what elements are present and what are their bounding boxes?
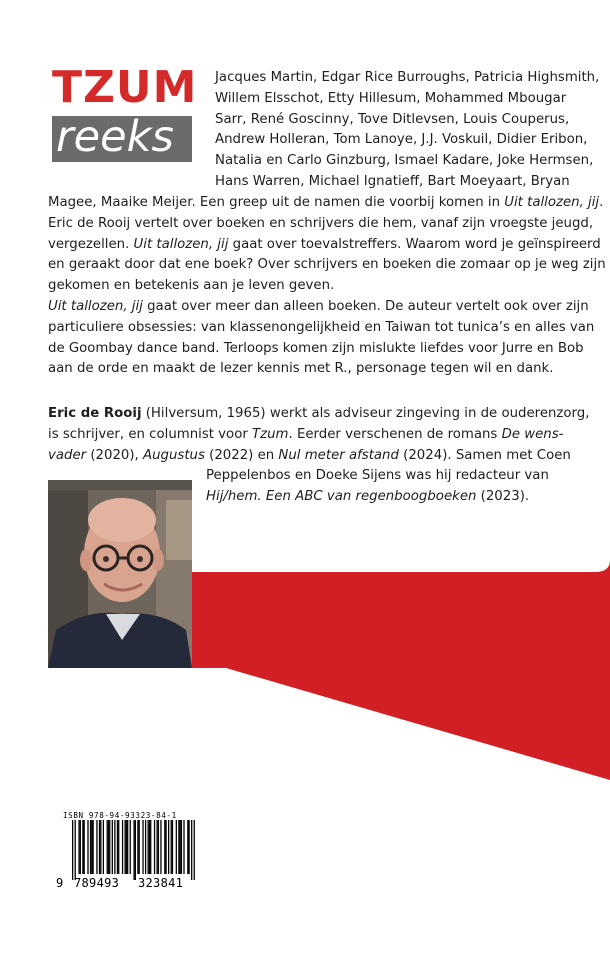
barcode-digits-left: 789493 [74,876,120,890]
blurb-line: aan de orde en maakt de lezer kennis met R., personage tegen wil en dank. [48,361,554,377]
blurb-line: Willem Elsschot, Etty Hillesum, Mohammed Mbougar [215,90,567,106]
barcode-bar [183,820,184,874]
barcode-bar [171,820,172,874]
bio-line: is schrijver, en columnist voor Tzum. Eerder verschenen de romans De wens- [48,426,564,442]
bio-line: Peppelenbos en Doeke Sijens was hij redacteur van [206,468,549,483]
barcode-bar [78,820,79,874]
barcode-bar [99,820,100,874]
series-logo-reeks-box [52,112,192,162]
barcode-bar [114,820,115,874]
barcode-bar [150,820,151,874]
blurb-top [215,68,600,193]
barcode-bar [172,820,173,874]
barcode-digit-prefix: 9 [56,876,64,890]
barcode-bar [117,820,118,874]
blurb-line: Magee, Maaike Meijer. Een greep uit de namen die voorbij komen in Uit tallozen, jij. [48,195,604,210]
bio-line: Hij/hem. Een ABC van regenboogboeken (2023). [206,488,530,504]
barcode-bar [127,820,128,874]
barcode-bar [103,820,104,874]
blurb-line: Sarr, René Goscinny, Tove Ditlevsen, Louis Couperus, [215,111,570,127]
barcode-bar [96,820,97,874]
barcode-bar [194,820,195,880]
barcode-bar [191,820,192,880]
author-bio-continued [206,466,566,508]
barcode-bar [165,820,166,874]
blurb-line: gekomen en betekenis aan je leven geven. [48,278,335,294]
bio-line: vader (2020), Augustus (2022) en Nul meter afstand (2024). Samen met Coen [48,447,571,463]
barcode-bar [133,820,134,880]
barcode-bar [135,820,136,880]
barcode-bar [80,820,81,874]
series-logo-tzum: TZUM [52,62,198,113]
barcode-bar [188,820,189,874]
barcode-bar [180,820,181,874]
barcode-bar [181,820,182,874]
author-photo [48,480,192,668]
isbn-label: ISBN 978-94-93323-84-1 [63,811,177,820]
barcode-bar [137,820,138,874]
barcode-bar [100,820,101,874]
barcode-bar [72,820,73,880]
barcode-bar [139,820,140,874]
barcode-bars [56,820,198,880]
bio-line: Eric de Rooij (Hilversum, 1965) werkt als adviseur zingeving in de ouderenzorg, [48,406,590,421]
barcode-bar [82,820,83,874]
barcode-bar [156,820,157,874]
blurb-line: Andrew Holleran, Tom Lanoye, J.J. Voskuil, Didier Eribon, [215,132,588,148]
barcode-bar [164,820,165,874]
barcode-bar [91,820,92,874]
barcode-bar [158,820,159,874]
blurb-line: Jacques Martin, Edgar Rice Burroughs, Patricia Highsmith, [215,70,600,85]
barcode-bar [87,820,88,874]
barcode-bar [107,820,108,874]
blurb-line: vergezellen. Uit tallozen, jij gaat over toevalstreffers. Waarom word je geïnspireerd [48,236,601,252]
barcode-bar [148,820,149,874]
barcode-bar [187,820,188,874]
barcode-bar [112,820,113,874]
barcode-bar [176,820,177,874]
barcode-digits-right: 323841 [138,876,184,890]
barcode-bar [84,820,85,874]
barcode-bar [149,820,150,874]
barcode-bar [118,820,119,874]
series-logo-reeks: reeks [56,112,174,162]
blurb-line: en geraakt door dat ene boek? Over schrijvers en boeken die zomaar op je weg zijn [48,257,606,273]
barcode-bar [142,820,143,874]
barcode-bar [108,820,109,874]
barcode-bar [145,820,146,874]
barcode-bar [154,820,155,874]
blurb-line: Hans Warren, Michael Ignatieff, Bart Moeyaart, Bryan [215,173,570,189]
blurb-line: de Goombay dance band. Terloops komen zijn mislukte liefdes voor Jurre en Bob [48,340,584,356]
barcode-bar [75,820,76,880]
blurb-line: Natalia en Carlo Ginzburg, Ismael Kadare, Joke Hermsen, [215,153,594,169]
barcode-bar [178,820,179,874]
blurb-line: particuliere obsessies: van klassenongelijkheid en Taiwan tot tunica’s en alles van [48,319,595,335]
barcode-bar [126,820,127,874]
author-portrait-image [48,480,192,668]
blurb-body [48,193,606,380]
blurb-line: Uit tallozen, jij gaat over meer dan alleen boeken. De auteur vertelt ook over zijn [48,298,589,314]
barcode-bar [160,820,161,874]
blurb-line: Eric de Rooij vertelt over boeken en schrijvers die hem, vanaf zijn vroegste jeugd, [48,215,594,231]
barcode-bar [130,820,131,874]
barcode-bar [90,820,91,874]
barcode-bar [168,820,169,874]
barcode-bar [122,820,123,874]
barcode-bar [92,820,93,874]
author-bio [48,404,590,466]
barcode-bar [124,820,125,874]
barcode-bar [109,820,110,874]
